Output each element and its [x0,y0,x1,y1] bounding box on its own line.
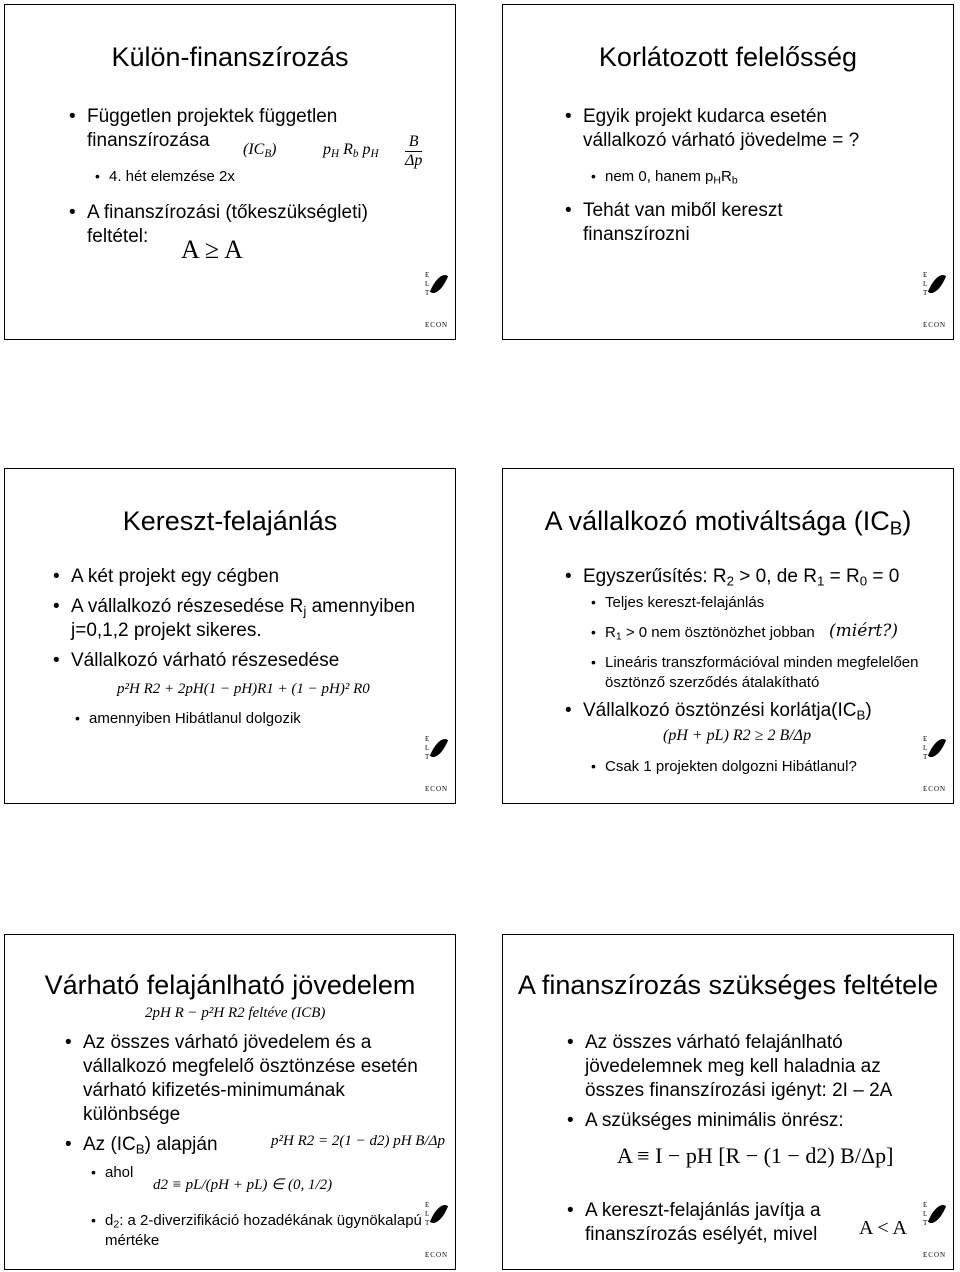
slide-kulon-finanszirozas [4,4,456,340]
sub-bullet: • $d_2$: a 2-diverzifikáció hozadékának ügynökalapú [105,1211,422,1235]
bullet: • Az összes várható felajánlható [585,1031,843,1054]
sub-bullet: • Csak 1 projekten dolgozni Hibátlanul? [605,757,857,776]
bullet-continuation: összes finanszírozási igényt: 2I – 2A [585,1080,893,1101]
bullet-continuation: finanszírozás esélyét, mivel [585,1224,818,1245]
bullet: • Az összes várható jövedelem és a [83,1031,371,1054]
handwritten-note: (miért?) [829,621,898,641]
bullet: • Az $(IC_B)$ alapján [83,1133,218,1160]
slide-korlatozott-felelosseg [502,4,954,340]
bullet-continuation: vállalkozó megfelelő ösztönzése esetén [83,1056,418,1077]
bullet: • A két projekt egy cégben [71,565,279,588]
bullet-continuation: feltétel: [87,226,149,247]
elte-econ-logo: E L T ECON [425,735,449,793]
slide-title: A vállalkozó motiváltsága $(IC_B)$ [544,506,912,540]
formula-comparison: A < A [859,1217,907,1239]
formula-condition: A ≥ A [181,235,243,264]
formula-ic-based: p²H R2 = 2(1 − d2) pH B/Δp [271,1133,445,1149]
formula-ic-constraint: (pH + pL) R2 ≥ 2 B/Δp [663,727,812,744]
formula-ic-b: $(IC_B)$ [243,141,277,160]
slide-title: Várható felajánlható jövedelem [44,970,416,1000]
bullet-continuation: finanszírozni [583,224,690,245]
slide-title: A finanszírozás szükséges feltétele [517,970,939,1000]
sub-bullet-continuation: ösztönző szerződés átalakítható [605,674,820,691]
bullet-continuation: j=0,1,2 projekt sikeres. [71,620,262,641]
sub-bullet: • Lineáris transzformációval minden megfelelően [605,653,919,672]
sub-bullet: • $R_1 > 0$ nem ösztönözhet jobban [605,623,815,647]
sub-bullet: • nem 0, hanem $p_HR_b$ [605,167,738,191]
bullet: • A finanszírozási (tőkeszükségleti) [87,201,368,224]
slide-varhato-felajanlhato-jovedelem [4,934,456,1270]
bullet-continuation: várható kifizetés-minimumának [83,1080,345,1101]
bullet-continuation: különbsége [83,1104,181,1125]
slide-title: Kereszt-felajánlás [122,506,338,536]
bullet-continuation: vállalkozó várható jövedelme = ? [583,130,860,151]
sub-bullet: • Teljes kereszt-felajánlás [605,593,764,612]
formula-d2: d2 ≡ pL/(pH + pL) ∈ (0, 1/2) [153,1177,333,1193]
slide-kereszt-felajanlas [4,468,456,804]
formula-minimum-equity: A ≡ I − pH [R − (1 − d2) B/Δp] [617,1143,894,1168]
slide-vallalkozo-motivaltsaga [502,468,954,804]
elte-econ-logo: E L T ECON [923,735,947,793]
bullet: • A szükséges minimális önrész: [585,1109,844,1132]
formula-pr: $p_H$ $R_b$ $p_H$ [323,141,379,160]
formula-fraction: $\frac{B}{\Delta p}$ [405,133,423,169]
bullet: • A vállalkozó részesedése $R_j$ amennyiben [71,595,415,622]
slide-title: Külön-finanszírozás [111,42,349,72]
slide-title: Korlátozott felelősség [598,42,858,72]
sub-bullet: • 4. hét elemzése 2x [109,167,235,186]
bullet-continuation: jövedelemnek meg kell haladnia az [585,1056,881,1077]
sub-bullet: • amennyiben Hibátlanul dolgozik [89,709,301,728]
elte-econ-logo: E L T ECON [425,1201,449,1259]
bullet-continuation: finanszírozása [87,130,210,151]
slide-finanszirozas-szukseges-feltetele [502,934,954,1270]
formula-expected-share: p²H R2 + 2pH(1 − pH)R1 + (1 − pH)² R0 [117,681,370,697]
bullet: • Vállalkozó várható részesedése [71,649,339,672]
bullet: • Tehát van miből kereszt [583,199,783,222]
sub-bullet: • ahol [105,1163,133,1182]
elte-econ-logo: E L T ECON [923,1201,947,1259]
bullet: • Független projektek független [87,105,337,128]
formula-pledgeable-income: 2pH R − p²H R2 feltéve (ICB) [145,1005,326,1021]
sub-bullet-continuation: mértéke [105,1232,160,1249]
elte-econ-logo: E L T ECON [923,271,947,329]
elte-econ-logo: E L T ECON [425,271,449,329]
bullet: • Egyik projekt kudarca esetén [583,105,827,128]
bullet: • A kereszt-felajánlás javítja a [585,1199,821,1222]
bullet: • Vállalkozó ösztönzési $korlátja(IC_B)$ [583,699,872,726]
bullet: • Egyszerűsítés: $R_2 > 0$, de $R_1 = R_0 = 0$ [583,565,899,592]
